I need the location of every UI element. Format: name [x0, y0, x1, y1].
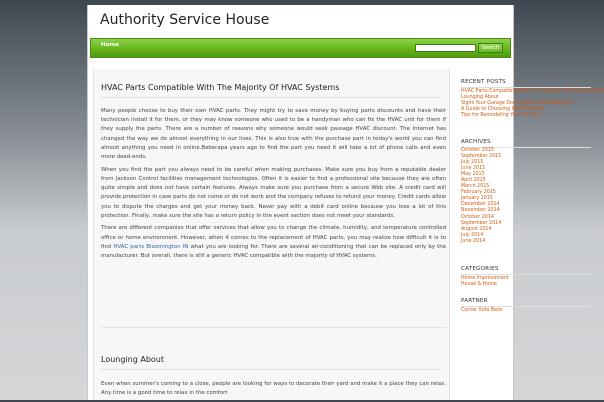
sidebar-heading-recent-posts: RECENT POSTS [461, 79, 506, 85]
post-paragraph: Even when summer's coming to a close, people are looking for ways to decorate their yard and make it a place they can relax. Any time is a good time to relax in the comfort [101, 381, 446, 397]
recent-posts-list [461, 89, 604, 119]
hvac-parts-link[interactable]: HVAC parts Bloomington IN [113, 243, 189, 250]
archive-link[interactable]: May 2015 [461, 172, 485, 178]
recent-post-link[interactable]: Tips for Remodeling Your Kitchen [461, 113, 541, 119]
categories-list [461, 276, 599, 288]
category-link[interactable]: House & Home [461, 282, 497, 288]
post-paragraph [101, 224, 446, 261]
sidebar-rule [461, 87, 591, 88]
archive-link[interactable]: September 2014 [461, 220, 502, 226]
main-content [93, 69, 450, 400]
category-link[interactable]: Home Improvement [461, 276, 509, 281]
sidebar [452, 69, 604, 400]
post-paragraph: Many people choose to buy their own HVAC parts. They might try to save money by buying parts discounts and have their technician install it for them, or they may know someone who used to be a handyman who can fix the HVAC unit for them if they supply the parts. There are a number of reasons why someone would seek passage HVAC discount. The Internet has changed the way we do almost everything in our lives. This is also true with the purchase part in today's world you can find almost anything you need in online.Beberapa years ago to find the part you need it will take a lot of phone calls and even more dead-ends. [101, 108, 446, 161]
post-body [101, 380, 446, 402]
page-wrapper [87, 5, 604, 400]
sidebar-rule [461, 274, 591, 275]
post-title[interactable]: HVAC Parts Compatible With The Majority Of HVAC Systems [101, 83, 340, 92]
post-title-rule [101, 369, 441, 370]
archive-link[interactable]: June 2015 [461, 166, 486, 172]
post-title[interactable]: Lounging About [101, 355, 164, 364]
archive-link[interactable]: August 2014 [461, 226, 492, 232]
archive-link[interactable]: July 2015 [461, 160, 484, 166]
nav-bar [90, 38, 511, 58]
recent-post-link[interactable]: A Guide to Choosing New Furniture [461, 107, 545, 113]
nav-item-home[interactable]: Home [101, 42, 119, 48]
archive-link[interactable]: July 2014 [461, 232, 484, 238]
sidebar-heading-archives: ARCHIVES [461, 139, 491, 145]
partner-link[interactable]: Corner Sofa Beds [461, 308, 503, 313]
post-text-segment: There are different companies that offer services that allow you to change the climate, humidity, and temperature controlled office or home environment. However, when it comes to the replacement of HVAC parts, you may realize how difficult it is to find [101, 225, 446, 250]
post-title-rule [101, 97, 441, 98]
archive-link[interactable]: October 2015 [461, 148, 494, 153]
sidebar-heading-partner: PARTNER [461, 298, 488, 304]
archive-link[interactable]: June 2014 [461, 238, 486, 244]
archive-link[interactable]: November 2014 [461, 208, 500, 214]
site-title[interactable]: Authority Service House [100, 12, 270, 28]
sidebar-rule [461, 306, 591, 307]
archive-link[interactable]: January 2015 [461, 196, 493, 202]
archive-link[interactable]: December 2014 [461, 202, 500, 208]
archive-link[interactable]: March 2015 [461, 184, 490, 190]
recent-post-link[interactable]: Lounging About [461, 95, 499, 101]
recent-post-link[interactable]: Signs Your Garage Door Needs to be Replaced [461, 101, 572, 107]
archives-list [461, 148, 599, 245]
sidebar-heading-categories: CATEGORIES [461, 266, 499, 272]
post-paragraph: When you find the part you always need to be careful when making purchases. Make sure you buy from a reputable dealer from Jackson Control facilities management technologies. Often it is easier to find a professional site because they are often quite simple and does not have certain features. Always make sure you purchase from a secure Web site. A credit card will provide protection in case parts do not come or do not work and the company refuses to refund your money. Credit cards allow you to dispute the charges and get your money back. Never pay with a debit card online because you lose a lot of this protection. Finally, make sure the site has a return policy in the event section does not meet your standards. [101, 166, 446, 219]
archive-link[interactable]: September 2015 [461, 154, 502, 160]
post-body [101, 107, 446, 265]
partner-list [461, 308, 599, 314]
search-button[interactable]: Search [478, 43, 503, 53]
post-text-segment: what you are looking for. There are several air-conditioning that can be replaced only by the manufacturer. But overall, there is still a generic HVAC compatible with the majority of HVAC systems. [101, 243, 446, 260]
archive-link[interactable]: October 2014 [461, 214, 494, 220]
search-input[interactable] [415, 44, 476, 52]
archive-link[interactable]: April 2015 [461, 178, 486, 184]
post-divider [101, 327, 446, 328]
archive-link[interactable]: February 2015 [461, 190, 496, 196]
recent-post-link[interactable]: HVAC Parts Compatible With The Majority Of HVAC Systems [461, 89, 604, 94]
